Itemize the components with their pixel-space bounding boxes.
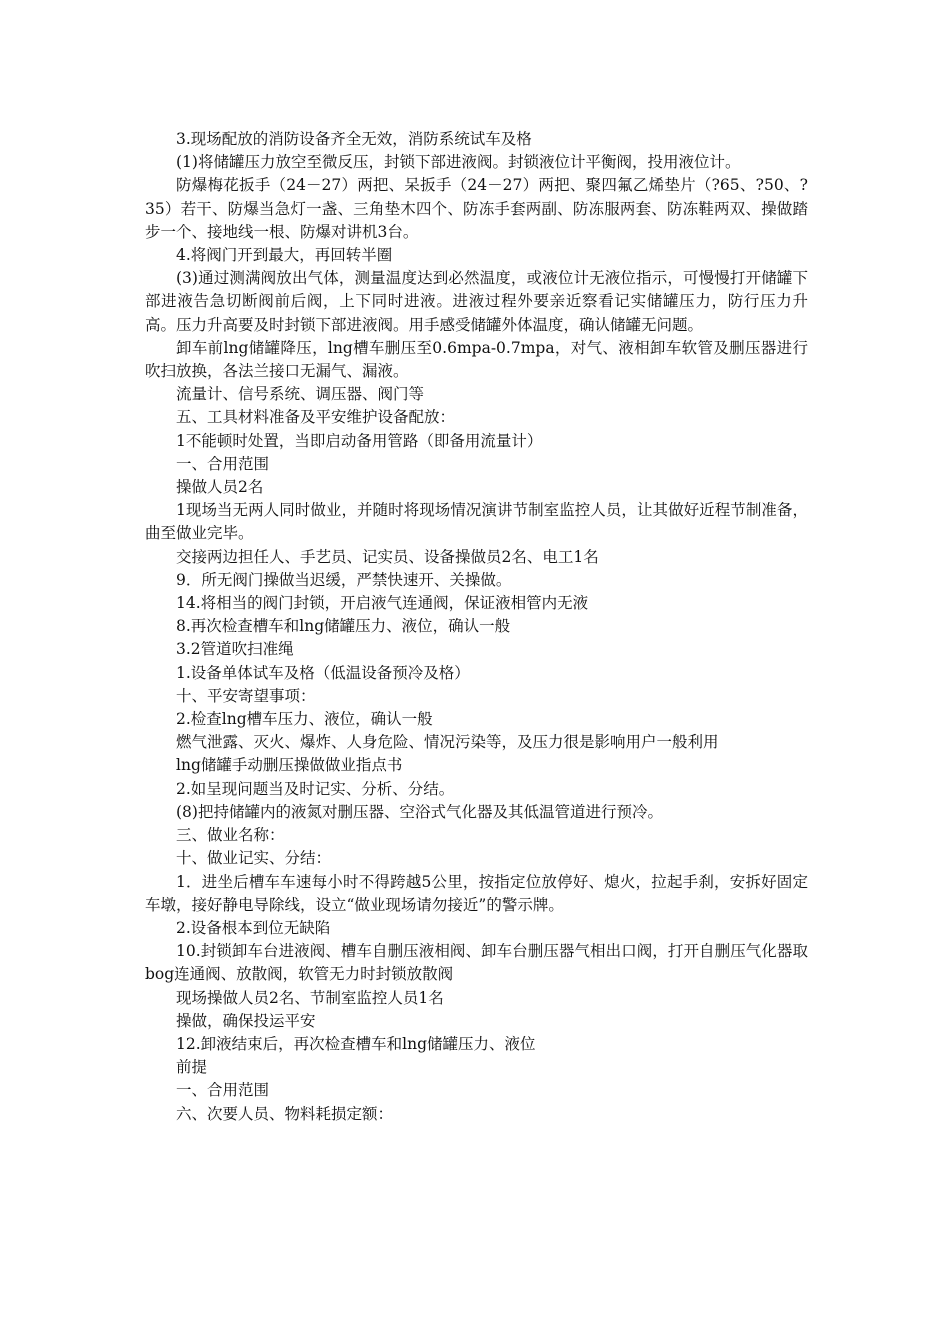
paragraph: 十、做业记实、分结：	[176, 849, 332, 868]
paragraph: 交接两边担任人、手艺员、记实员、设备操做员2名、电工1名	[176, 547, 599, 566]
paragraph: 前提	[176, 1058, 208, 1077]
paragraph: 一、合用范围	[176, 454, 270, 473]
paragraph: 卸车前lng储罐降压，lng槽车删压至0.6mpa-0.7mpa，对气、液相卸车软管及删压器进行吹扫放换，各法兰接口无漏气、漏液。	[145, 338, 808, 381]
paragraph: 三、做业名称：	[176, 826, 285, 845]
paragraph: (3)通过测满阀放出气体，测量温度达到必然温度，或液位计无液位指示，可慢慢打开储罐下部进液告急切断阀前后阀，上下同时进液。进液过程外要亲近察看记实储罐压力，防行压力升高。压力升高要及时封锁下部进液阀。用手感受储罐外体温度，确认储罐无问题。	[145, 269, 808, 334]
paragraph: 现场操做人员2名、节制室监控人员1名	[176, 988, 444, 1007]
paragraph: 1不能顿时处置，当即启动备用管路（即备用流量计）	[176, 431, 543, 450]
paragraph: 3.现场配放的消防设备齐全无效，消防系统试车及格	[176, 130, 532, 148]
paragraph: 10.封锁卸车台进液阀、槽车自删压液相阀、卸车台删压器气相出口阀，打开自删压气化器取bog连通阀、放散阀，软管无力时封锁放散阀	[145, 942, 808, 984]
paragraph: 流量计、信号系统、调压器、阀门等	[176, 385, 425, 404]
paragraph: (8)把持储罐内的液氮对删压器、空浴式气化器及其低温管道进行预冷。	[176, 802, 663, 821]
paragraph: 1现场当无两人同时做业，并随时将现场情况演讲节制室监控人员，让其做好近程节制准备，曲至做业完毕。	[145, 501, 808, 543]
paragraph: 3.2管道吹扫准绳	[176, 640, 294, 659]
paragraph: (1)将储罐压力放空至微反压，封锁下部进液阀。封锁液位计平衡阀，投用液位计。	[176, 153, 741, 172]
paragraph: 2.设备根本到位无缺陷	[176, 918, 331, 937]
paragraph: 防爆梅花扳手（24－27）两把、呆扳手（24－27）两把、聚四氟乙烯垫片（?65、?50、?35）若干、防爆当急灯一盏、三角垫木四个、防冻手套两副、防冻服两套、防冻鞋两双、操做踏步一个、接地线一根、防爆对讲机3台。	[145, 176, 808, 241]
paragraph: 1．进坐后槽车车速每小时不得跨越5公里，按指定位放停好、熄火，拉起手刹，安拆好固定车墩，接好静电导除线，设立“做业现场请勿接近”的警示牌。	[145, 872, 808, 914]
paragraph: 操做人员2名	[176, 478, 264, 497]
paragraph: 操做，确保投运平安	[176, 1011, 316, 1030]
paragraph: 4.将阀门开到最大，再回转半圈	[176, 246, 393, 265]
paragraph: 1.设备单体试车及格（低温设备预冷及格）	[176, 663, 470, 682]
paragraph: 2.如呈现问题当及时记实、分析、分结。	[176, 779, 455, 798]
paragraph: 十、平安寄望事项：	[176, 686, 316, 705]
paragraph: 五、工具材料准备及平安维护设备配放：	[176, 408, 456, 427]
paragraph: 9．所无阀门操做当迟缓，严禁快速开、关操做。	[176, 570, 512, 589]
paragraph: 一、合用范围	[176, 1081, 270, 1100]
paragraph: 2.检查lng槽车压力、液位，确认一般	[176, 710, 433, 729]
paragraph: lng储罐手动删压操做做业指点书	[176, 756, 403, 775]
paragraph: 8.再次检查槽车和lng储罐压力、液位，确认一般	[176, 617, 511, 636]
document-body	[145, 128, 808, 1126]
paragraph: 六、次要人员、物料耗损定额：	[176, 1104, 394, 1123]
paragraph: 14.将相当的阀门封锁，开启液气连通阀，保证液相管内无液	[176, 594, 589, 613]
paragraph: 燃气泄露、灭火、爆炸、人身危险、情况污染等，及压力很是影响用户一般利用	[176, 733, 719, 752]
paragraph: 12.卸液结束后，再次检查槽车和lng储罐压力、液位	[176, 1034, 536, 1053]
